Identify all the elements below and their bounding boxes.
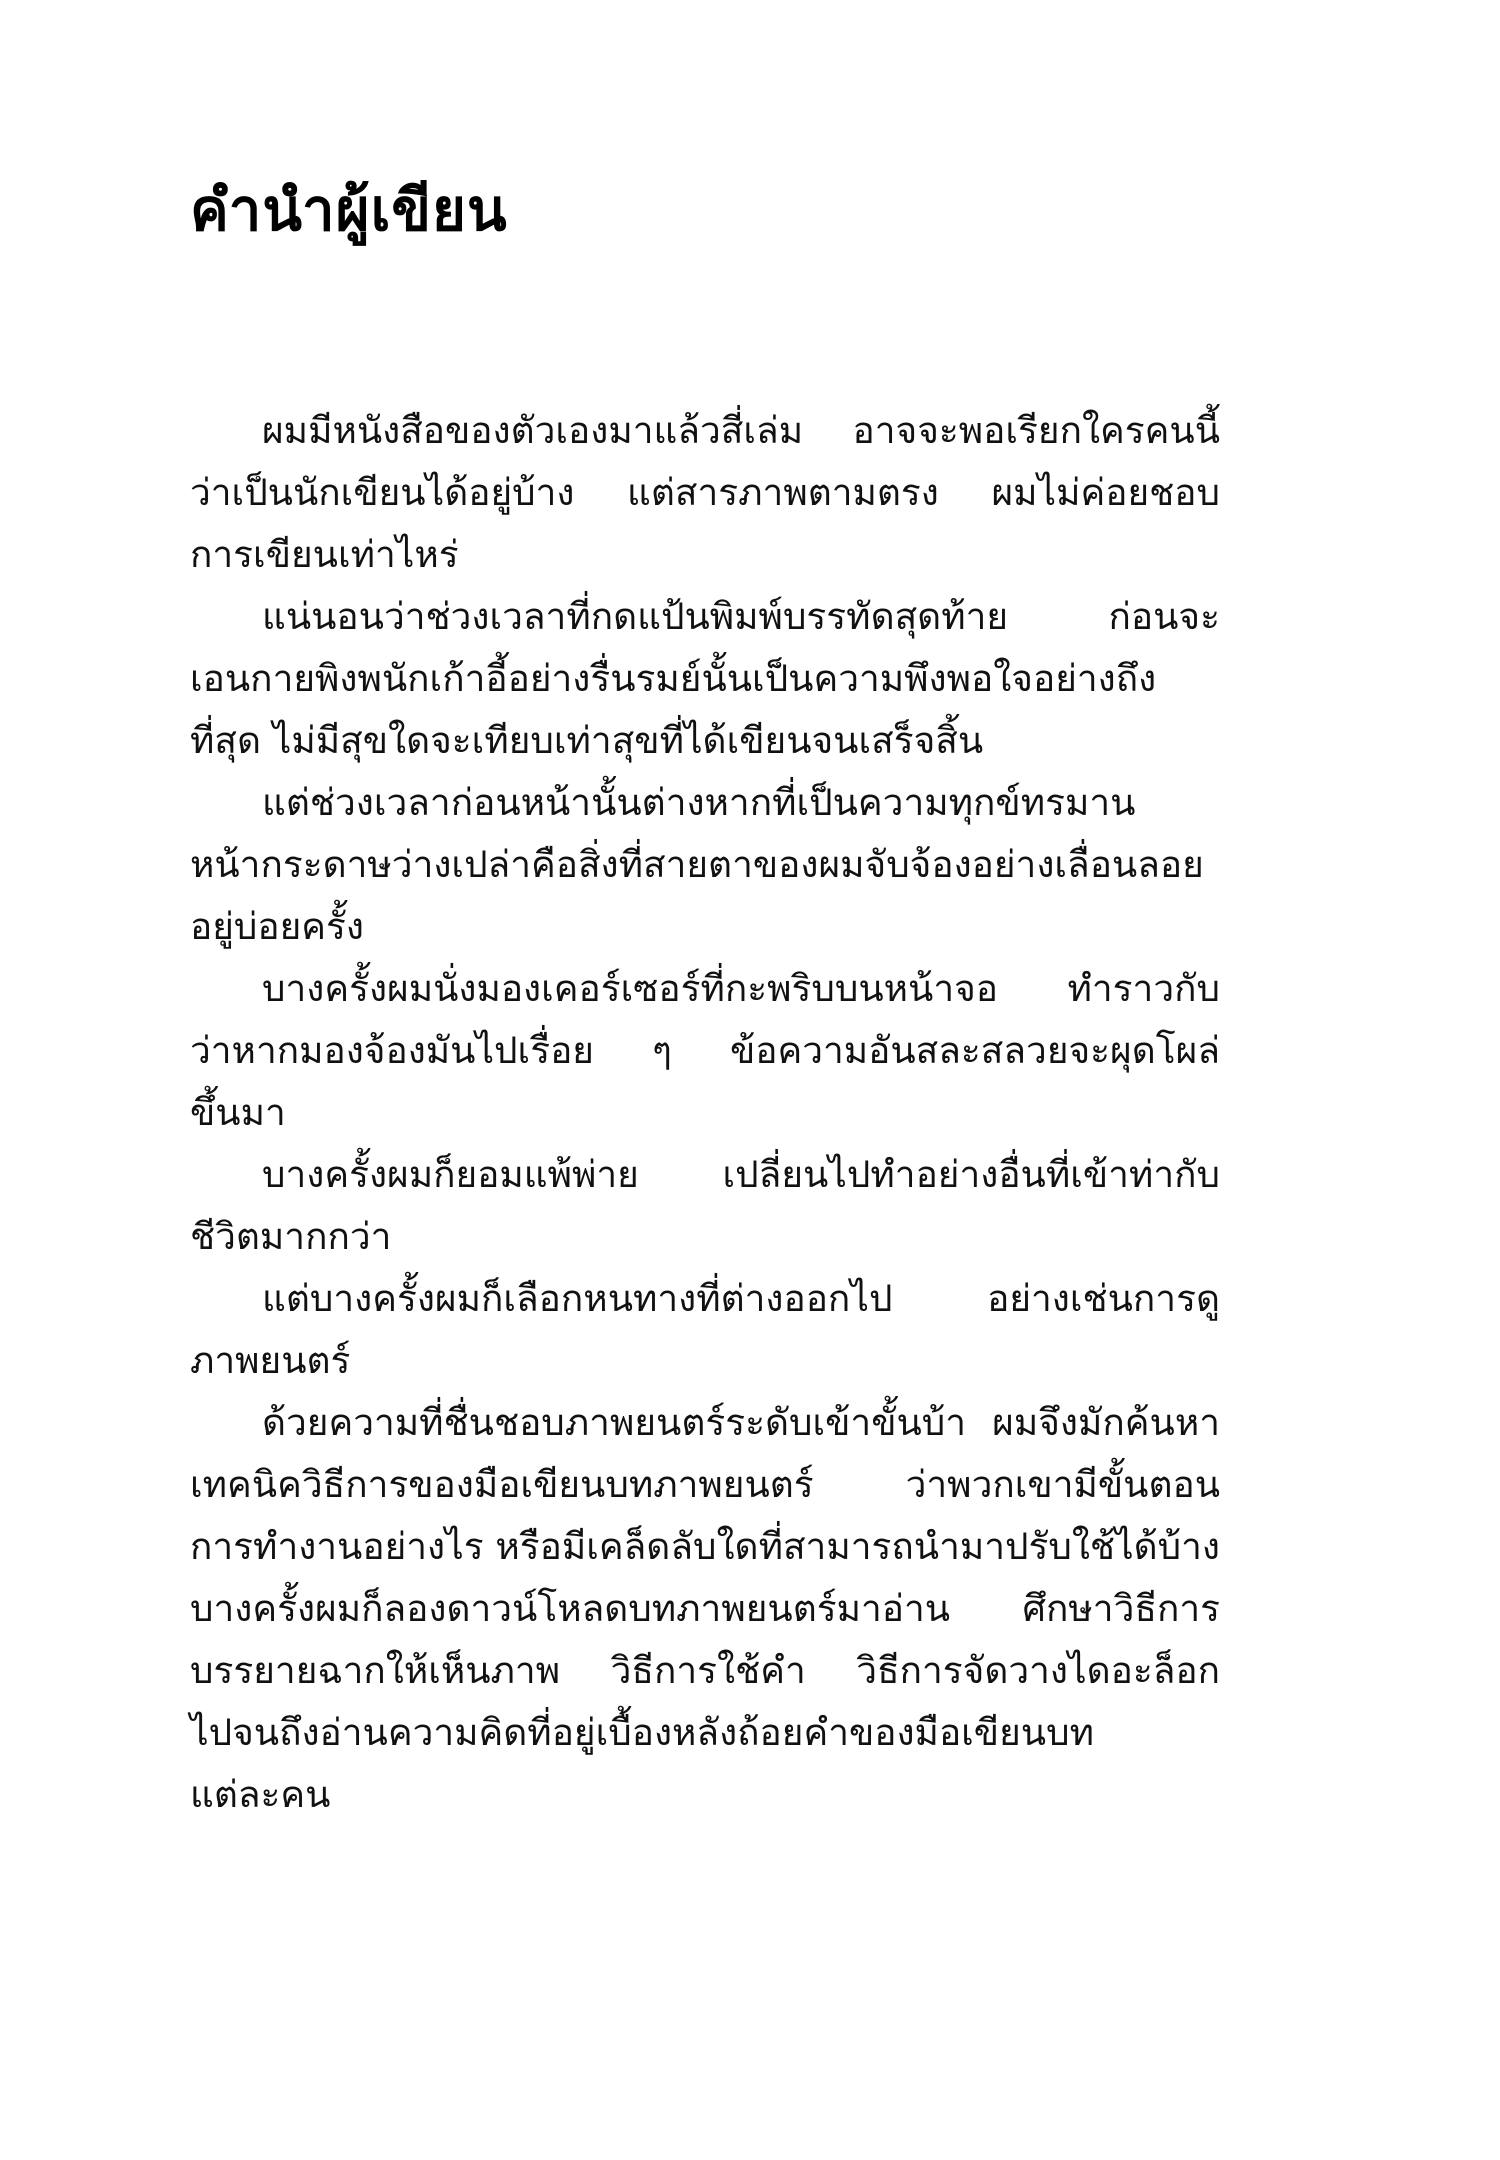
text-line: ชีวิตมากกว่า xyxy=(190,1215,392,1258)
text-line: ไปจนถึงอ่านความคิดที่อยู่เบื้องหลังถ้อยคำของมือเขียนบท xyxy=(190,1711,1094,1754)
text-line: ว่าหากมองจ้องมันไปเรื่อย ๆ ข้อความอันสละสลวยจะผุดโผล่ xyxy=(190,1029,1220,1072)
text-line: บางครั้งผมก็ยอมแพ้พ่าย เปลี่ยนไปทำอย่างอื่นที่เข้าท่ากับ xyxy=(262,1153,1220,1196)
text-line: การเขียนเท่าไหร่ xyxy=(190,533,459,576)
text-line: ว่าเป็นนักเขียนได้อยู่บ้าง แต่สารภาพตามตรง ผมไม่ค่อยชอบ xyxy=(190,471,1220,514)
text-line: แต่ละคน xyxy=(190,1773,331,1816)
text-line: ภาพยนตร์ xyxy=(190,1339,351,1382)
text-line: แต่ช่วงเวลาก่อนหน้านั้นต่างหากที่เป็นความทุกข์ทรมาน xyxy=(262,781,1136,824)
text-line: บรรยายฉากให้เห็นภาพ วิธีการใช้คำ วิธีการจัดวางไดอะล็อก xyxy=(190,1649,1220,1692)
text-line: ที่สุด ไม่มีสุขใดจะเทียบเท่าสุขที่ได้เขียนจนเสร็จสิ้น xyxy=(190,719,984,762)
paragraph xyxy=(190,586,1220,772)
text-line: อยู่บ่อยครั้ง xyxy=(190,905,364,948)
text-line: บางครั้งผมนั่งมองเคอร์เซอร์ที่กะพริบบนหน้าจอ ทำราวกับ xyxy=(262,967,1220,1010)
text-line: หน้ากระดาษว่างเปล่าคือสิ่งที่สายตาของผมจับจ้องอย่างเลื่อนลอย xyxy=(190,843,1204,886)
paragraph xyxy=(190,1144,1220,1268)
page-title: คำนำผู้เขียน xyxy=(190,176,508,244)
paragraph xyxy=(190,958,1220,1144)
paragraph xyxy=(190,772,1220,958)
paragraph xyxy=(190,400,1220,586)
preface-body xyxy=(190,400,1220,1826)
text-line: ขึ้นมา xyxy=(190,1091,286,1134)
text-line: ผมมีหนังสือของตัวเองมาแล้วสี่เล่ม อาจจะพอเรียกใครคนนี้ xyxy=(262,409,1220,452)
text-line: ด้วยความที่ชื่นชอบภาพยนตร์ระดับเข้าขั้นบ้า ผมจึงมักค้นหา xyxy=(262,1401,1220,1444)
text-line: การทำงานอย่างไร หรือมีเคล็ดลับใดที่สามารถนำมาปรับใช้ได้บ้าง xyxy=(190,1525,1220,1568)
text-line: แน่นอนว่าช่วงเวลาที่กดแป้นพิมพ์บรรทัดสุดท้าย ก่อนจะ xyxy=(262,595,1220,638)
text-line: เทคนิควิธีการของมือเขียนบทภาพยนตร์ ว่าพวกเขามีขั้นตอน xyxy=(190,1463,1220,1506)
paragraph xyxy=(190,1268,1220,1392)
text-line: เอนกายพิงพนักเก้าอี้อย่างรื่นรมย์นั้นเป็นความพึงพอใจอย่างถึง xyxy=(190,657,1157,700)
paragraph xyxy=(190,1392,1220,1826)
text-line: บางครั้งผมก็ลองดาวน์โหลดบทภาพยนตร์มาอ่าน ศึกษาวิธีการ xyxy=(190,1587,1220,1630)
text-line: แต่บางครั้งผมก็เลือกหนทางที่ต่างออกไป อย่างเช่นการดู xyxy=(262,1277,1220,1320)
